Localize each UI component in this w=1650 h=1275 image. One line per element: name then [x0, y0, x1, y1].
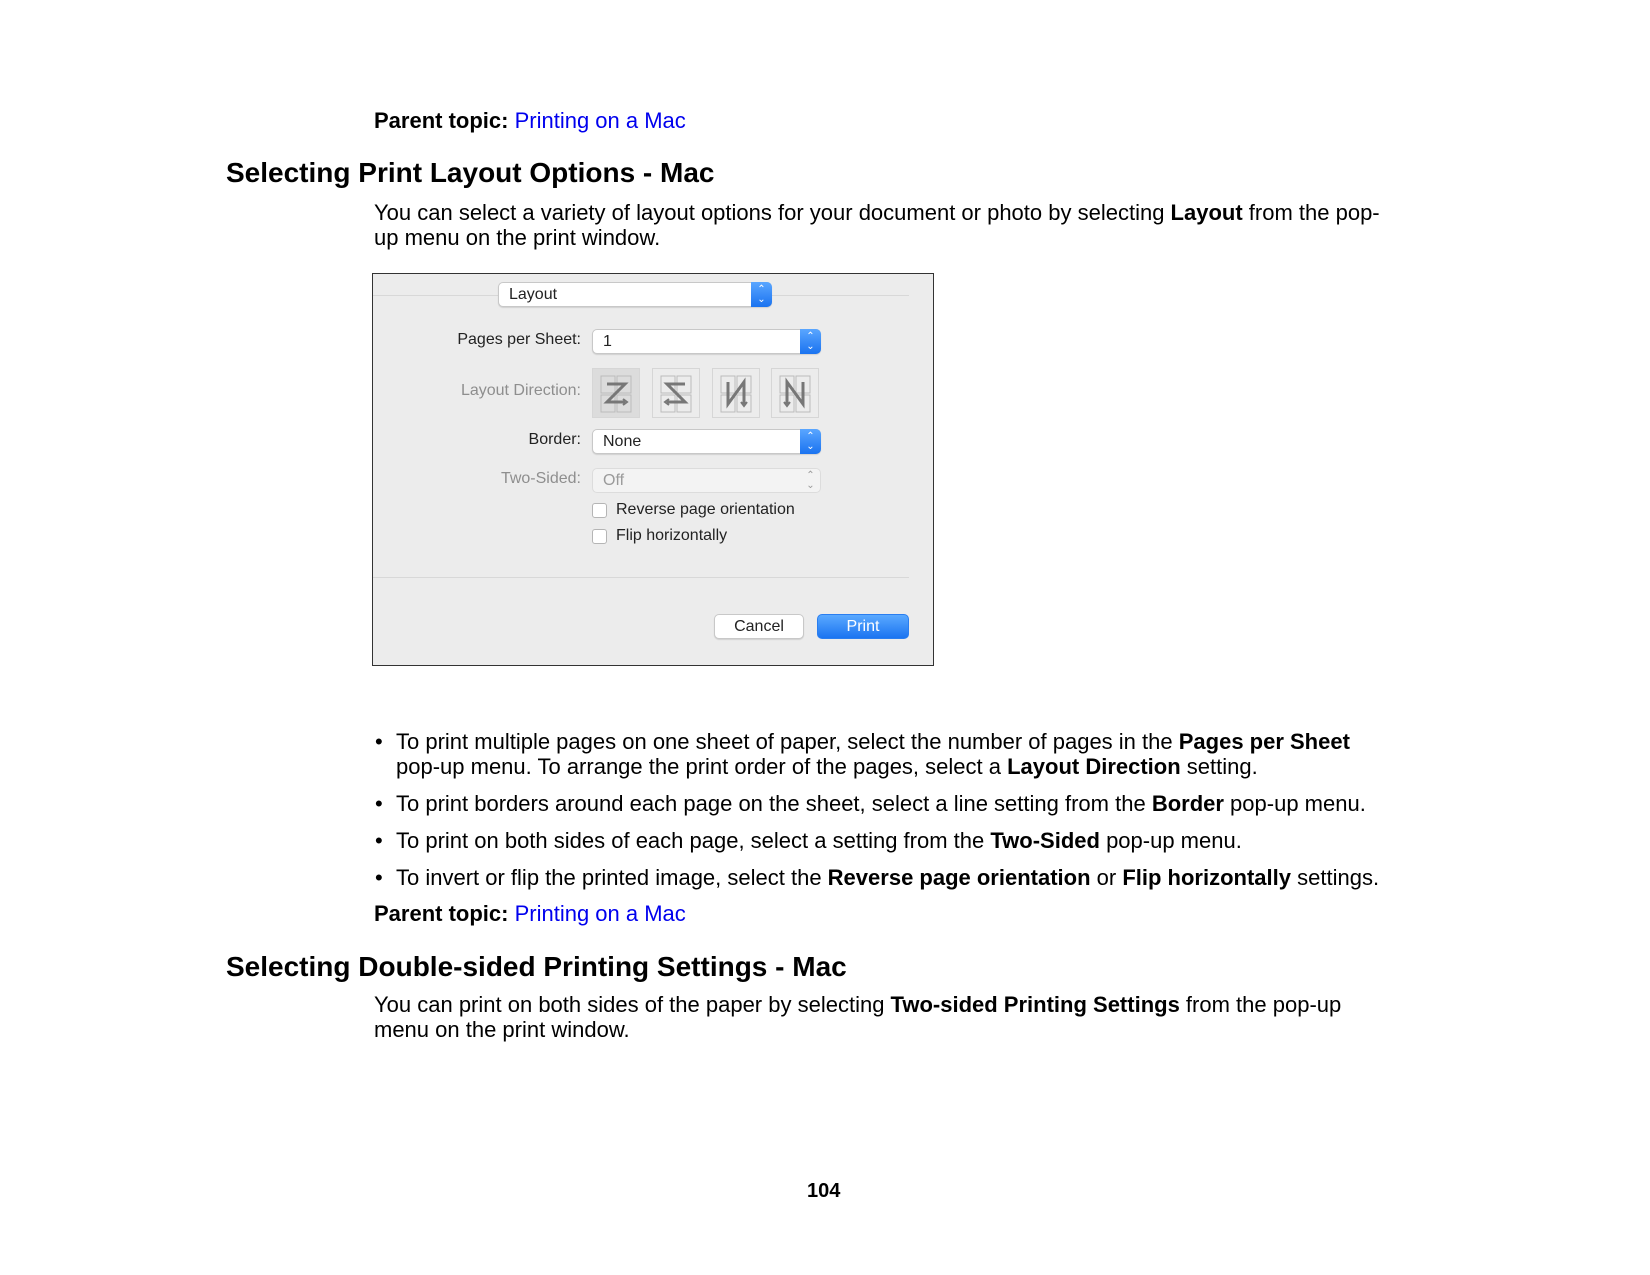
stepper-chevrons-icon: ⌃ ⌄: [751, 282, 772, 307]
flip-horizontally-label: Flip horizontally: [616, 527, 728, 544]
parent-topic-link[interactable]: Printing on a Mac: [514, 108, 686, 133]
intro-text-end: from the pop-: [1242, 200, 1380, 225]
section-heading-layout-options: Selecting Print Layout Options - Mac: [226, 157, 715, 188]
border-value: None: [603, 433, 642, 450]
two-sided-value: Off: [603, 472, 625, 489]
parent-topic-footer: [374, 901, 686, 927]
print-button[interactable]: Print: [817, 614, 909, 639]
list-item-text: [396, 729, 1350, 779]
stepper-chevrons-icon: ⌃ ⌄: [800, 429, 821, 454]
bold-flip-horizontally: Flip horizontally: [1122, 865, 1292, 890]
text: or: [1090, 865, 1123, 890]
intro-bold-two-sided-settings: Two-sided Printing Settings: [890, 992, 1180, 1017]
list-item-text: [396, 791, 1366, 816]
layout-intro-paragraph: [374, 200, 1424, 250]
text: pop-up menu.: [1099, 828, 1242, 853]
bold-two-sided: Two-Sided: [990, 828, 1100, 853]
n-left-direction-icon: [719, 374, 755, 414]
text: pop-up menu. To arrange the print order of the pages, select a: [396, 754, 1008, 779]
dialog-bottom-divider: [373, 577, 909, 578]
bullet-icon: •: [375, 791, 383, 816]
parent-topic-link[interactable]: Printing on a Mac: [514, 901, 686, 926]
bold-border: Border: [1151, 791, 1224, 816]
border-popup[interactable]: [592, 429, 821, 454]
reverse-page-orientation-label: Reverse page orientation: [616, 501, 795, 518]
intro-bold-layout: Layout: [1170, 200, 1243, 225]
border-label: Border:: [528, 431, 581, 448]
pages-per-sheet-label: Pages per Sheet:: [457, 331, 581, 348]
text: To print borders around each page on the sheet, select a line setting from the: [396, 791, 1152, 816]
intro-line2: up menu on the print window.: [374, 225, 661, 250]
bold-pages-per-sheet: Pages per Sheet: [1178, 729, 1350, 754]
layout-direction-z-button[interactable]: [592, 368, 640, 418]
parent-topic-label: Parent topic:: [374, 901, 509, 926]
double-sided-intro-paragraph: [374, 992, 1424, 1042]
two-sided-label: Two-Sided:: [500, 470, 581, 487]
parent-topic: [374, 108, 686, 134]
z-direction-icon: [599, 374, 635, 414]
intro-text: You can print on both sides of the paper by selecting: [374, 992, 891, 1017]
cancel-button[interactable]: Cancel: [714, 614, 804, 639]
print-dialog: [372, 273, 934, 666]
bullet-icon: •: [375, 865, 383, 890]
intro-text: You can select a variety of layout options for your document or photo by selecting: [374, 200, 1171, 225]
intro-text-end: from the pop-up: [1179, 992, 1342, 1017]
bold-layout-direction: Layout Direction: [1007, 754, 1181, 779]
flip-horizontally-checkbox[interactable]: [592, 529, 607, 544]
text: To print on both sides of each page, select a setting from the: [396, 828, 991, 853]
bullet-icon: •: [375, 828, 383, 853]
text: setting.: [1180, 754, 1258, 779]
reverse-page-orientation-checkbox[interactable]: [592, 503, 607, 518]
pages-per-sheet-value: 1: [603, 333, 612, 350]
layout-bullet-list: [375, 729, 1435, 929]
layout-direction-n-right-button[interactable]: [771, 368, 819, 418]
stepper-chevrons-icon: ⌃ ⌄: [800, 329, 821, 354]
section-heading-double-sided: Selecting Double-sided Printing Settings - Mac: [226, 951, 847, 982]
panel-popup[interactable]: [498, 282, 772, 307]
text: pop-up menu.: [1223, 791, 1366, 816]
bullet-icon: •: [375, 729, 383, 754]
two-sided-popup[interactable]: [592, 468, 821, 493]
n-right-direction-icon: [778, 374, 814, 414]
text: To print multiple pages on one sheet of paper, select the number of pages in the: [396, 729, 1179, 754]
pages-per-sheet-popup[interactable]: [592, 329, 821, 354]
layout-direction-s-button[interactable]: [652, 368, 700, 418]
text: settings.: [1291, 865, 1380, 890]
page-number: 104: [807, 1180, 841, 1202]
parent-topic-label: Parent topic:: [374, 108, 509, 133]
intro-line2: menu on the print window.: [374, 1017, 630, 1042]
list-item-text: [396, 828, 1242, 853]
bold-reverse-page-orientation: Reverse page orientation: [827, 865, 1091, 890]
s-direction-icon: [659, 374, 695, 414]
text: To invert or flip the printed image, select the: [396, 865, 828, 890]
layout-direction-n-left-button[interactable]: [712, 368, 760, 418]
layout-direction-label: Layout Direction:: [460, 382, 581, 399]
list-item-text: [396, 865, 1379, 890]
stepper-chevrons-icon: ⌃ ⌄: [806, 469, 815, 491]
panel-popup-value: Layout: [509, 286, 558, 303]
